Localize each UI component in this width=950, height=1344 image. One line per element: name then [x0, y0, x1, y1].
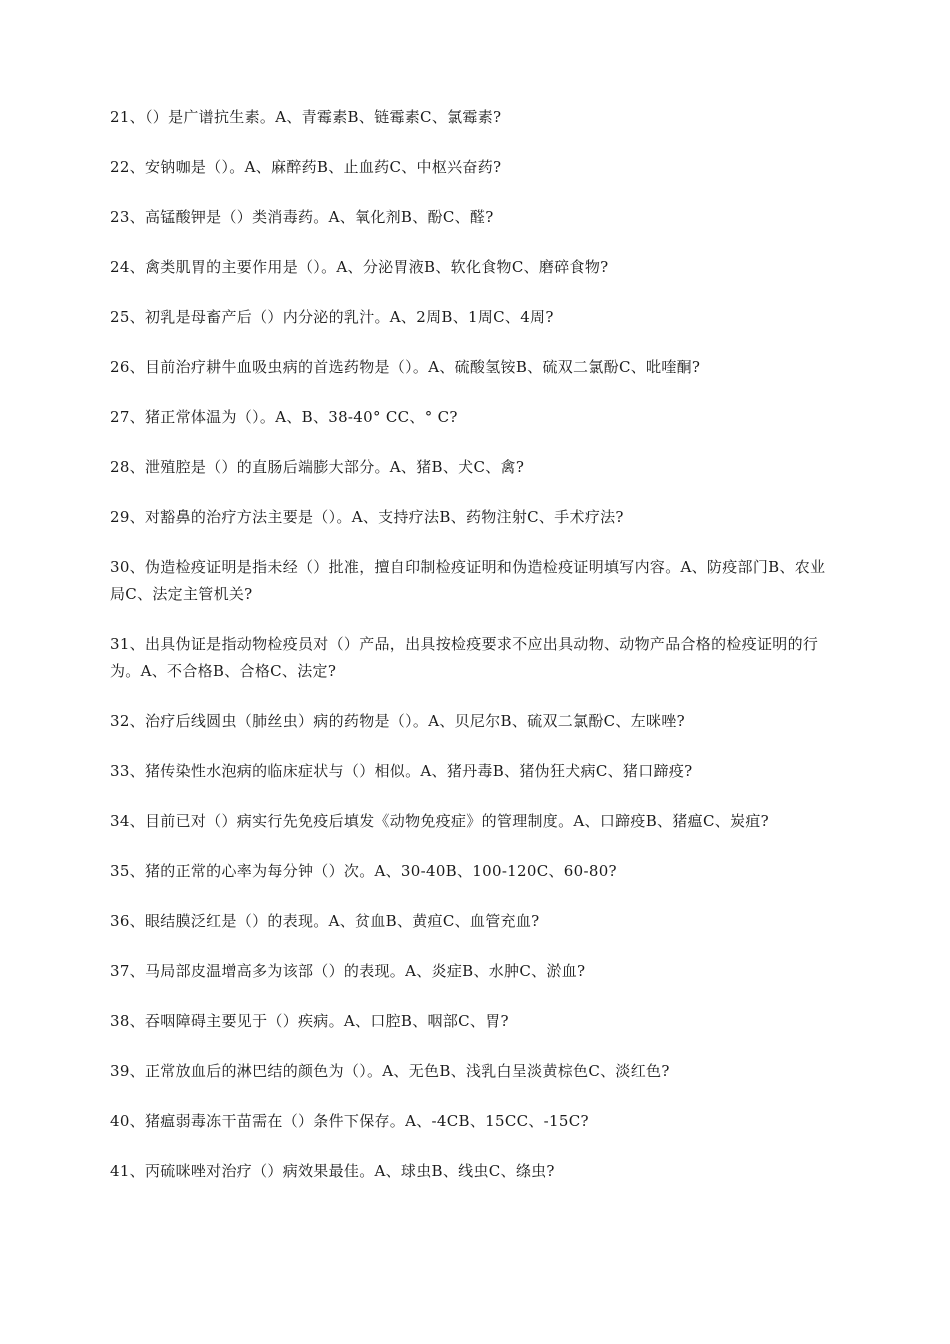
question-31: 31、出具伪证是指动物检疫员对（）产品，出具按检疫要求不应出具动物、动物产品合格的检疫证明的行为。A、不合格B、合格C、法定? — [110, 635, 819, 680]
question-26: 26、目前治疗耕牛血吸虫病的首选药物是（）。A、硫酸氢铵B、硫双二氯酚C、吡喹酮? — [110, 358, 701, 376]
question-29: 29、对豁鼻的治疗方法主要是（）。A、支持疗法B、药物注射C、手术疗法? — [110, 508, 624, 526]
question-21: 21、（）是广谱抗生素。A、青霉素B、链霉素C、氯霉素? — [110, 108, 502, 126]
question-38: 38、吞咽障碍主要见于（）疾病。A、口腔B、咽部C、胃? — [110, 1012, 509, 1030]
question-28: 28、泄殖腔是（）的直肠后端膨大部分。A、猪B、犬C、禽? — [110, 458, 525, 476]
question-33: 33、猪传染性水泡病的临床症状与（）相似。A、猪丹毒B、猪伪狂犬病C、猪口蹄疫? — [110, 762, 693, 780]
question-40: 40、猪瘟弱毒冻干苗需在（）条件下保存。A、-4CB、15CC、-15C? — [110, 1112, 589, 1130]
question-37: 37、马局部皮温增高多为该部（）的表现。A、炎症B、水肿C、淤血? — [110, 962, 586, 980]
question-36: 36、眼结膜泛红是（）的表现。A、贫血B、黄疸C、血管充血? — [110, 912, 540, 930]
question-41: 41、丙硫咪唑对治疗（）病效果最佳。A、球虫B、线虫C、绦虫? — [110, 1162, 555, 1180]
question-23: 23、高锰酸钾是（）类消毒药。A、氧化剂B、酚C、醛? — [110, 208, 494, 226]
question-32: 32、治疗后线圆虫（肺丝虫）病的药物是（）。A、贝尼尔B、硫双二氯酚C、左咪唑? — [110, 712, 685, 730]
question-30: 30、伪造检疫证明是指未经（）批准，擅自印制检疫证明和伪造检疫证明填写内容。A、防疫部门B、农业局C、法定主管机关? — [110, 558, 826, 603]
question-24: 24、禽类肌胃的主要作用是（）。A、分泌胃液B、软化食物C、磨碎食物? — [110, 258, 609, 276]
question-list — [110, 104, 840, 1208]
question-35: 35、猪的正常的心率为每分钟（）次。A、30-40B、100-120C、60-80? — [110, 862, 617, 880]
question-25: 25、初乳是母畜产后（）内分泌的乳汁。A、2周B、1周C、4周? — [110, 308, 554, 326]
question-22: 22、安钠咖是（）。A、麻醉药B、止血药C、中枢兴奋药? — [110, 158, 502, 176]
question-34: 34、目前已对（）病实行先免疫后填发《动物免疫症》的管理制度。A、口蹄疫B、猪瘟C、炭疽? — [110, 812, 769, 830]
question-39: 39、正常放血后的淋巴结的颜色为（）。A、无色B、浅乳白呈淡黄棕色C、淡红色? — [110, 1062, 670, 1080]
question-27: 27、猪正常体温为（）。A、B、38-40° CC、° C? — [110, 408, 458, 426]
